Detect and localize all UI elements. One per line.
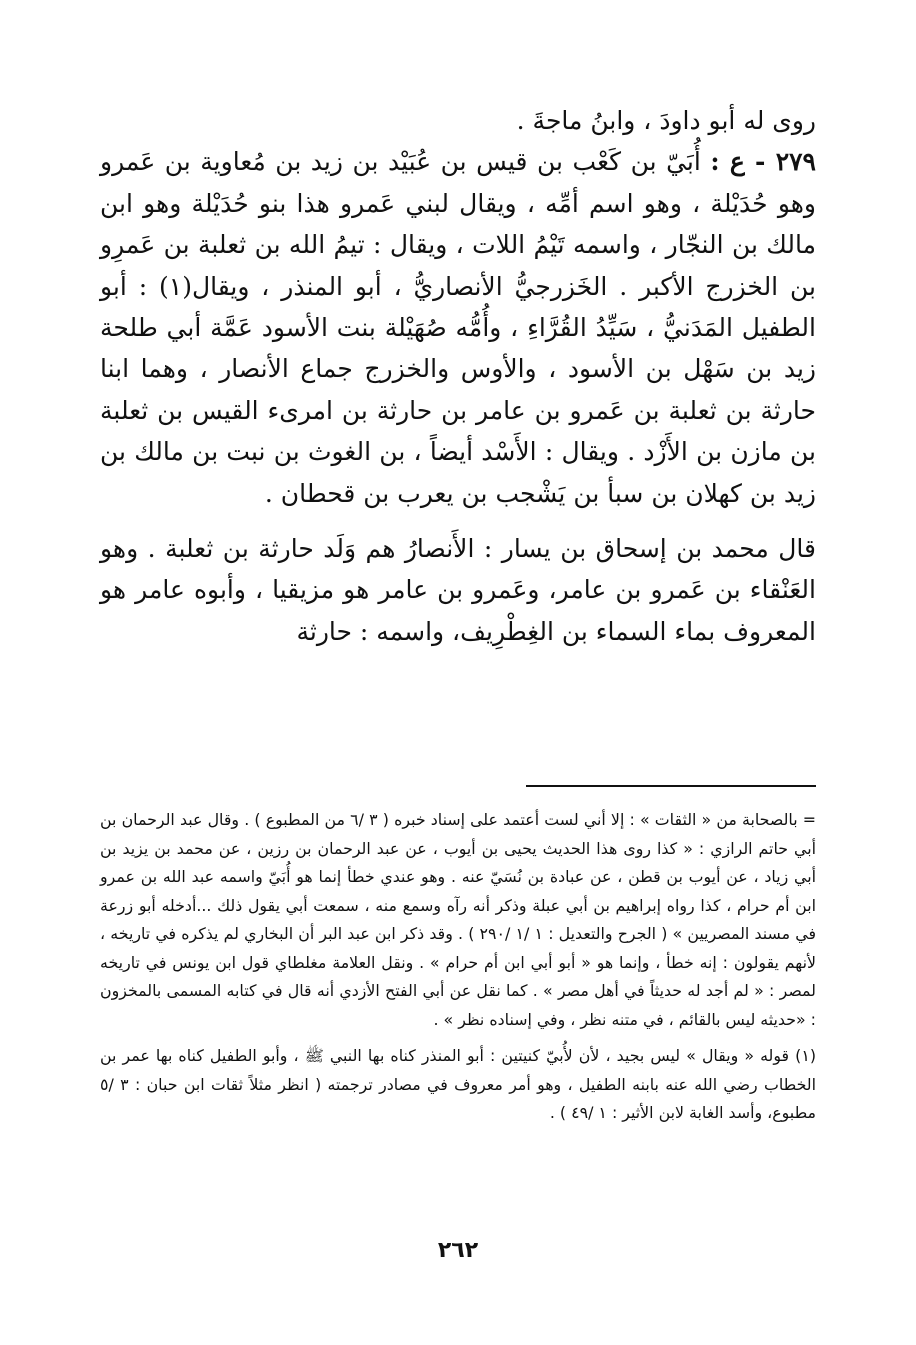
footnotes — [100, 806, 816, 1128]
footnote-separator — [526, 785, 816, 787]
entry-number: ٢٧٩ - ع : — [710, 147, 816, 177]
footnote-1: (١) قوله « ويقال » ليس بجيد ، لأن لأُبيّ كنيتين : أبو المنذر كناه بها النبي ﷺ ، وأبو الطفيل كناه بها عمر بن الخطاب رضي الله عنه بابنه الطفيل ، وهو أمر معروف في مصادر ترجمته ( انظر مثلاً ثقات ابن حبان : ٣ /٥ مطبوع، وأسد الغابة لابن الأثير : ١ /٤٩ ) . — [100, 1046, 816, 1122]
paragraph-2: قال محمد بن إسحاق بن يسار : الأَنصارُ هم وَلَد حارثة بن ثعلبة . وهو العَنْقاء بن عَمرو بن عامر، وعَمرو بن عامر هو مزيقيا ، وأبوه عامر هو المعروف بماء السماء بن الغِطْرِيف، واسمه : حارثة — [100, 534, 816, 646]
page-number: ٢٦٢ — [437, 1238, 479, 1263]
entry-text: أُبَيّ بن كَعْب بن قيس بن عُبَيْد بن زيد بن مُعاوية بن عَمرو وهو حُدَيْلة ، وهو اسم أمِّه ، ويقال لبني عَمرو هذا بنو حُدَيْلة وهو ابن مالك بن النجّار ، واسمه تَيْمُ اللات ، ويقال : تيمُ الله بن ثعلبة بن عَمرِو بن الخزرج الأكبر . الخَزرجيُّ الأنصاريُّ ، أبو المنذر ، ويقال(١) : أبو الطفيل المَدَنيُّ ، سَيِّدُ القُرَّاءِ ، وأُمُّه صُهَيْلة بنت الأسود عَمَّة أبي طلحة زيد بن سَهْل بن الأسود ، والأوس والخزرج جماع الأنصار ، وهما ابنا حارثة بن ثعلبة بن عَمرو بن عامر بن حارثة بن امرىء القيس بن ثعلبة بن مازن بن الأَزْد . ويقال : الأَسْد أيضاً ، بن الغوث بن نبت بن مالك بن زيد بن كهلان بن سبأ بن يَشْجب بن يعرب بن قحطان . — [100, 147, 816, 508]
entry-279 — [100, 141, 816, 514]
footnote-gap — [100, 1034, 816, 1042]
main-text — [100, 100, 816, 652]
intro-line: روى له أبو داودَ ، وابنُ ماجةَ . — [516, 106, 816, 135]
footnote-continuation: = بالصحابة من « الثقات » : إلا أني لست أعتمد على إسناد خبره ( ٣ /٦ من المطبوع ) . وقال عبد الرحمان بن أبي حاتم الرازي : « كذا روى هذا الحديث يحيى بن أيوب ، عن عبد الرحمان بن رزين ، عن محمد بن يزيد بن أبي زياد ، عن أيوب بن قطن ، عن عبادة بن نُسَيّ عنه . وهو عندي خطأ إنما هو أُبَيّ واسمه عبد الله بن عمرو ابن أم حرام ، كذا رواه إبراهيم بن أبي عبلة وذكر أنه رآه وسمع منه ، سمعت أبي يقول ذلك ...أدخله أبو زرعة في مسند المصريين » ( الجرح والتعديل : ١ /١ /٢٩٠ ) . وقد ذكر ابن عبد البر أن البخاري لم يذكره في تاريخه ، لأنهم يقولون : إنه خطأ ، وإنما هو « أبو أبي ابن أم حرام » . ونقل العلامة مغلطاي قول ابن يونس في تاريخه لمصر : « لم أجد له حديثاً في أهل مصر » . كما نقل عن أبي الفتح الأزدي أنه قال في كتابه المسمى بالمخزون : «حديثه ليس بالقائم ، في متنه نظر ، وفي إسناده نظر » . — [100, 810, 817, 1029]
paragraph-gap — [100, 514, 816, 528]
